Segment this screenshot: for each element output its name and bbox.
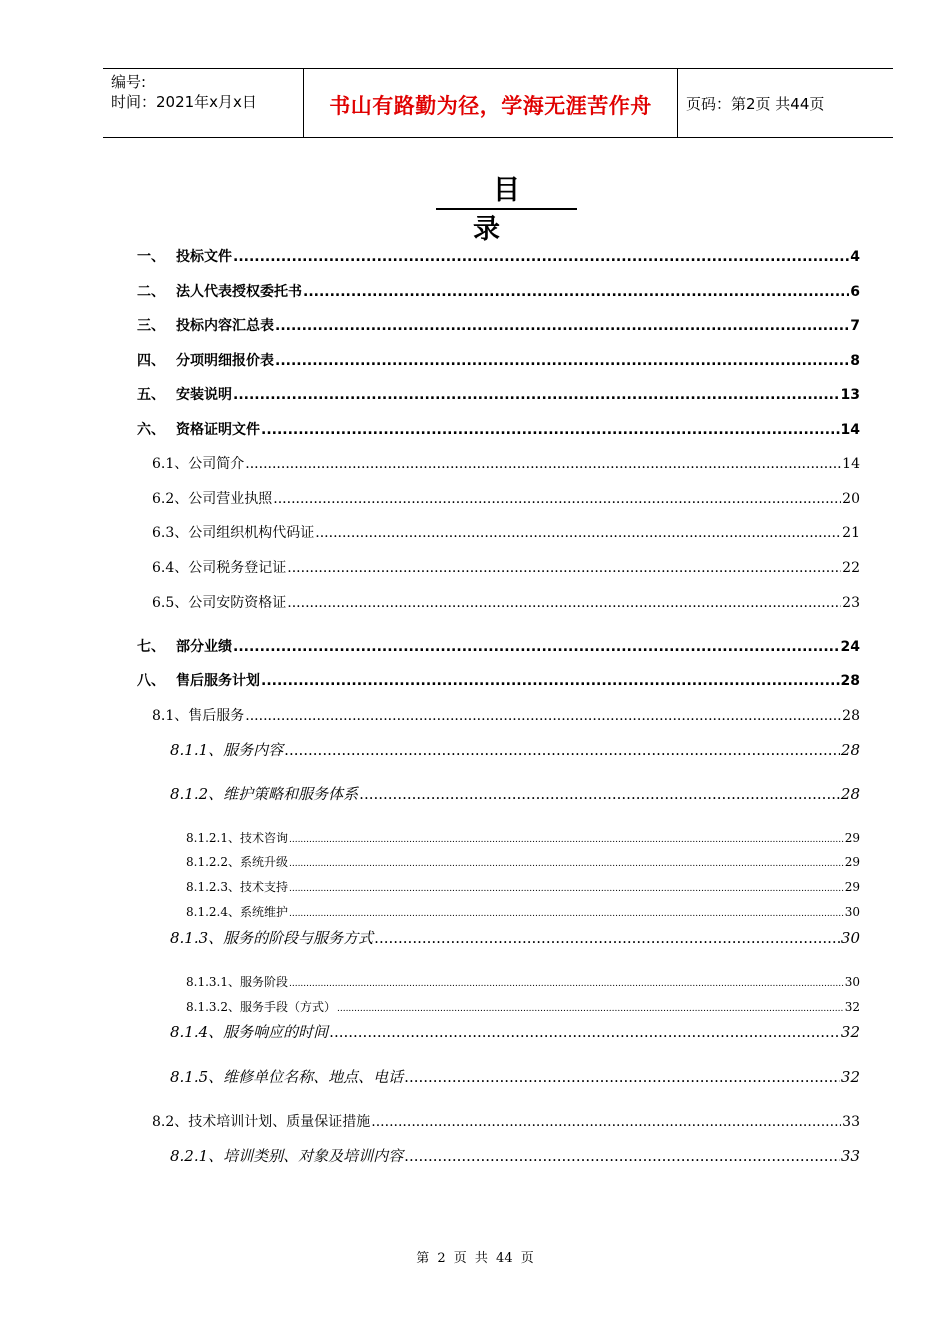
toc-entry[interactable]: 6.3、公司组织机构代码证 ..... 21: [152, 522, 860, 542]
toc-entry[interactable]: 四、 分项明细报价表 ..... 8: [137, 350, 860, 370]
toc-title: 目录: [473, 175, 560, 245]
toc-entry[interactable]: 三、 投标内容汇总表 ..... 7: [137, 315, 860, 335]
toc-entry[interactable]: 六、 资格证明文件 ..... 14: [137, 419, 860, 439]
header-time-label: 时间：2021年x月x日: [111, 93, 257, 111]
header-motto: 书山有路勤为径，学海无涯苦作舟: [304, 69, 678, 137]
toc-entry[interactable]: 五、 安装说明 ..... 13: [137, 384, 860, 404]
toc-entry[interactable]: 8.1.4、服务响应的时间 ..... 32: [170, 1021, 860, 1042]
toc-entry[interactable]: 8.1、售后服务 ..... 28: [152, 705, 860, 725]
toc-entry[interactable]: 8.1.2.2、系统升级 ..... 29: [186, 853, 860, 870]
toc-entry[interactable]: 8.2、技术培训计划、质量保证措施 ..... 33: [152, 1111, 860, 1131]
toc-entry[interactable]: 8.1.3.2、服务手段（方式） ..... 32: [186, 998, 860, 1015]
toc-entry[interactable]: 6.2、公司营业执照 ..... 20: [152, 488, 860, 508]
toc-entry[interactable]: 8.1.3、服务的阶段与服务方式 ..... 30: [170, 927, 860, 948]
toc-entry[interactable]: 8.1.1、服务内容 ..... 28: [170, 739, 860, 760]
toc-entry[interactable]: 6.5、公司安防资格证 ..... 23: [152, 592, 860, 612]
page-header: [103, 68, 893, 138]
toc-entry[interactable]: 8.1.3.1、服务阶段 ..... 30: [186, 973, 860, 990]
header-page-code: 页码：第2页 共44页: [686, 94, 825, 113]
toc-entry[interactable]: 6.1、公司简介 ..... 14: [152, 453, 860, 473]
toc-entry[interactable]: 二、 法人代表授权委托书 ..... 6: [137, 281, 860, 301]
toc-entry[interactable]: 七、 部分业绩 ..... 24: [137, 636, 860, 656]
toc-entry[interactable]: 八、 售后服务计划 ..... 28: [137, 670, 860, 690]
toc-entry[interactable]: 8.1.5、维修单位名称、地点、电话 ..... 32: [170, 1066, 860, 1087]
page-footer: 第 2 页 共 44 页: [416, 1251, 534, 1266]
title-underline: [436, 208, 577, 210]
toc-entry[interactable]: 8.1.2.1、技术咨询 ..... 29: [186, 829, 860, 846]
toc-entry[interactable]: 6.4、公司税务登记证 ..... 22: [152, 557, 860, 577]
toc-entry[interactable]: 8.2.1、培训类别、对象及培训内容 ..... 33: [170, 1145, 860, 1166]
toc-entry[interactable]: 8.1.2.3、技术支持 ..... 29: [186, 878, 860, 895]
header-meta: [103, 69, 304, 137]
toc-entry[interactable]: 8.1.2、维护策略和服务体系 ..... 28: [170, 783, 860, 804]
toc-entry[interactable]: 一、 投标文件 ..... 4: [137, 246, 860, 266]
toc-entry[interactable]: 8.1.2.4、系统维护 ..... 30: [186, 903, 860, 920]
header-number-label: 编号:: [111, 73, 147, 91]
